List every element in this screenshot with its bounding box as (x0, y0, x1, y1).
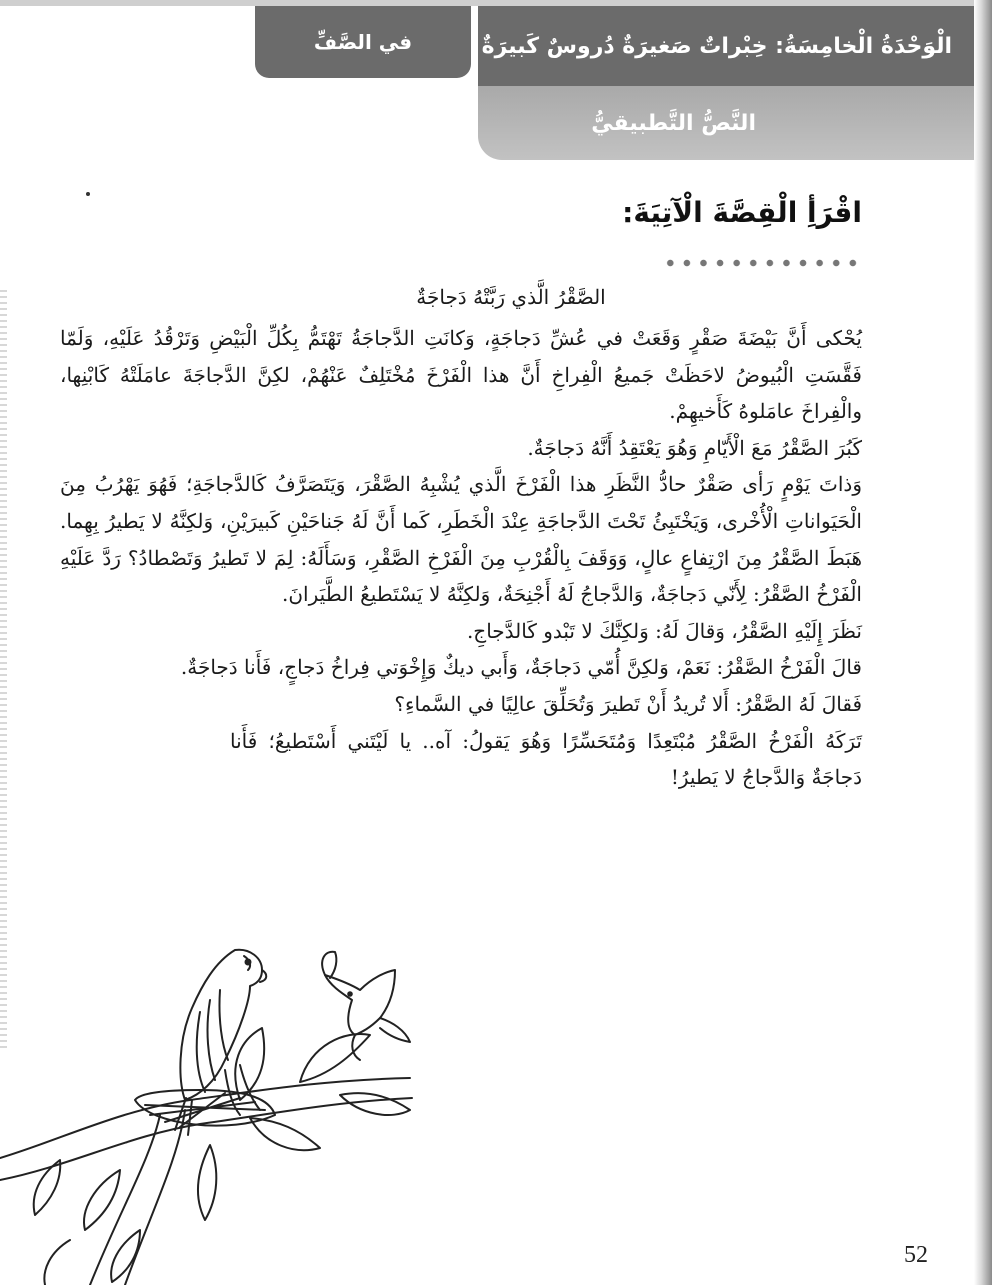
stray-dot-mark (86, 192, 90, 196)
dove-icon (325, 970, 395, 1035)
subsection-banner (478, 86, 974, 160)
story-paragraph: نَظَرَ إِلَيْهِ الصَّقْرُ، وَقالَ لَهُ: وَلكِنَّكَ لا تَبْدو كَالدَّجاجِ. (466, 618, 862, 643)
section-tab (255, 6, 471, 78)
story-paragraph: تَرَكَهُ الْفَرْخُ الصَّقْرُ مُبْتَعِدًا وَمُتَحَسِّرًا وَهُوَ يَقولُ: آه.. يا لَيْتَني أَسْتَطيعُ؛ فَأَنا دَجاجَةٌ وَالدَّجاجُ لا يَطيرُ! (230, 728, 862, 790)
unit-title-banner (478, 6, 974, 86)
reading-instruction: اقْرَأِ الْقِصَّةَ الْآتِيَةَ: (622, 196, 862, 229)
story-title: الصَّقْرُ الَّذي رَبَّتْهُ دَجاجَةٌ (416, 285, 606, 309)
story-paragraph: قالَ الْفَرْخُ الصَّقْرُ: نَعَمْ، وَلكِنَّ أُمّي دَجاجَةٌ، وَأَبي ديكٌ وَإِخْوَتي فِراخُ دَجاجٍ، فَأَنا دَجاجَةٌ. (180, 655, 862, 680)
subsection-title: النَّصُّ التَّطبيقيُّ (591, 110, 756, 136)
story-paragraph: فَقالَ لَهُ الصَّقْرُ: أَلا تُريدُ أَنْ تَطيرَ وَتُحَلِّقَ عالِيًا في السَّماءِ؟ (394, 691, 862, 716)
story-paragraph: يُحْكى أَنَّ بَيْضَةَ صَقْرٍ وَقَعَتْ في عُشِّ دَجاجَةٍ، وَكانَتِ الدَّجاجَةُ تَهْتَمُّ بِكُلِّ الْبَيْضِ وَتَرْقُدُ عَلَيْهِ، وَلَمّا فَقَّسَتِ الْبُيوضُ لاحَظَتْ جَميعُ الْفِراخِ أَنَّ هذا الْفَرْخَ مُخْتَلِفٌ عَنْهُمْ، لكِنَّ الدَّجاجَةَ عامَلَتْهُ كَابْنِها، والْفِراخَ عامَلوهُ كَأَخيهِمْ. (60, 326, 862, 424)
section-tab-label: في الصَّفِّ (313, 30, 413, 54)
page-number: 52 (904, 1242, 928, 1268)
leaf-icon (300, 1034, 370, 1082)
story-paragraph: وَذاتَ يَوْمٍ رَأى صَقْرٌ حادُّ النَّظَرِ هذا الْفَرْخَ الَّذي يُشْبِهُ الصَّقْرَ، وَيَتَصَرَّفُ كَالدَّجاجَةِ؛ فَهُوَ يَهْرُبُ مِنَ الْحَيَواناتِ الْأُخْرى، وَيَخْتَبِئُ تَحْتَ الدَّجاجَةِ عِنْدَ الْخَطَرِ، كَما أَنَّ لَهُ جَناحَيْنِ كَبيرَيْنِ، وَلكِنَّهُ لا يَطيرُ بِهِما. هَبَطَ الصَّقْرُ مِنَ ارْتِفاعٍ عالٍ، وَوَقَفَ بِالْقُرْبِ مِنَ الْفَرْخِ الصَّقْرِ، وَسَأَلَهُ: لِمَ لا تَطيرُ وَتَصْطادُ؟ رَدَّ عَلَيْهِ الْفَرْخُ الصَّقْرُ: لِأَنّي دَجاجَةٌ، وَالدَّجاجُ لَهُ أَجْنِحَةٌ، وَلكِنَّهُ لا يَسْتَطيعُ الطَّيَرانَ. (60, 472, 862, 607)
story-block (60, 282, 862, 796)
page-binding-edge (974, 0, 992, 1285)
falcon-dove-branch-illustration (0, 930, 420, 1285)
unit-title: الْوَحْدَةُ الْخامِسَةُ: خِبْراتٌ صَغيرَةٌ دُروسٌ كَبيرَةٌ (481, 33, 952, 59)
dotted-divider (662, 256, 862, 270)
story-paragraph: كَبُرَ الصَّقْرُ مَعَ الْأَيّامِ وَهُوَ يَعْتَقِدُ أَنَّهُ دَجاجَةٌ. (527, 435, 862, 460)
falcon-icon (180, 950, 262, 1100)
